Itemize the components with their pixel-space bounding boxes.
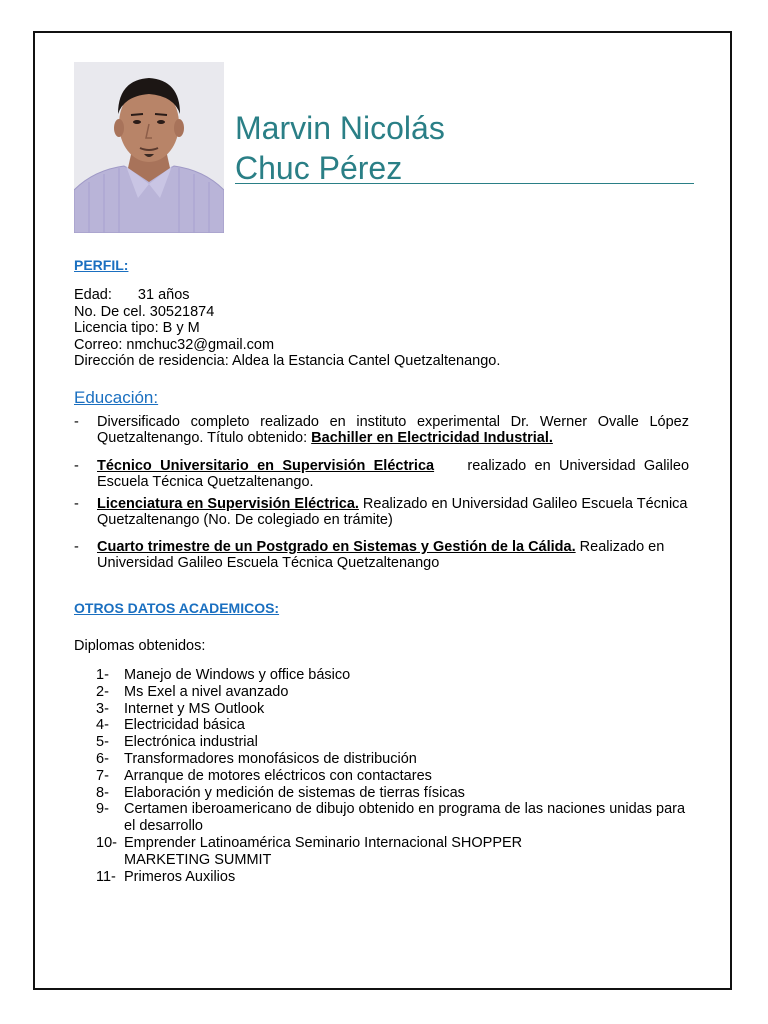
diplomas-intro: Diplomas obtenidos: (74, 638, 206, 654)
list-item: 3- Internet y MS Outlook (96, 700, 265, 717)
list-item: 9- Certamen iberoamericano de dibujo obtenido en programa de las naciones unidas para el desarrollo (96, 801, 686, 835)
portrait-photo-icon (74, 62, 224, 233)
education-item: - Cuarto trimestre de un Postgrado en Sistemas y Gestión de la Cálida. Realizado en Universidad Galileo Escuela Técnica Quetzaltenango (74, 539, 665, 571)
profile-phone: No. De cel. 30521874 (74, 303, 215, 320)
education-item: - Diversificado completo realizado en instituto experimental Dr. Werner Ovalle López Quetzaltenango. Título obtenido: Bachiller en Electricidad Industrial. (74, 414, 689, 446)
name-line-2: Chuc Pérez (235, 150, 403, 186)
profile-age (74, 287, 500, 304)
otros-heading: OTROS DATOS ACADEMICOS: (74, 600, 280, 616)
education-item: - Técnico Universitario en Supervisión Eléctrica realizado en Universidad Galileo Escuela Técnica Quetzaltenango. (74, 458, 694, 490)
perfil-heading: PERFIL: (74, 257, 129, 273)
list-item: 10- Emprender Latinoamérica Seminario Internacional SHOPPER MARKETING SUMMIT (96, 834, 523, 868)
profile-license: Licencia tipo: B y M (74, 320, 200, 336)
name-underline (235, 183, 694, 184)
profile-photo (74, 62, 224, 233)
list-item: 4- Electricidad básica (96, 717, 245, 734)
profile-block (74, 287, 500, 370)
list-item: 6- Transformadores monofásicos de distribución (96, 750, 417, 767)
profile-address: Dirección de residencia: Aldea la Estancia Cantel Quetzaltenango. (74, 353, 501, 369)
list-item: 5- Electrónica industrial (96, 734, 258, 751)
education-item: - Licenciatura en Supervisión Eléctrica. Realizado en Universidad Galileo Escuela Técnica Quetzaltenango (No. De colegiado en trámite) (74, 496, 688, 528)
list-item: 11- Primeros Auxilios (96, 868, 236, 885)
candidate-name (235, 108, 445, 188)
age-value: 31 años (137, 287, 190, 303)
diploma-list (96, 667, 696, 885)
age-label: Edad: (74, 287, 112, 303)
list-item: 2- Ms Exel a nivel avanzado (96, 683, 289, 700)
list-item: 8- Elaboración y medición de sistemas de tierras físicas (96, 784, 465, 801)
name-line-1: Marvin Nicolás (235, 110, 445, 146)
list-item: 7- Arranque de motores eléctricos con contactares (96, 767, 432, 784)
education-heading: Educación: (74, 388, 159, 407)
profile-email: Correo: nmchuc32@gmail.com (74, 336, 275, 353)
list-item: 1- Manejo de Windows y office básico (96, 667, 351, 683)
